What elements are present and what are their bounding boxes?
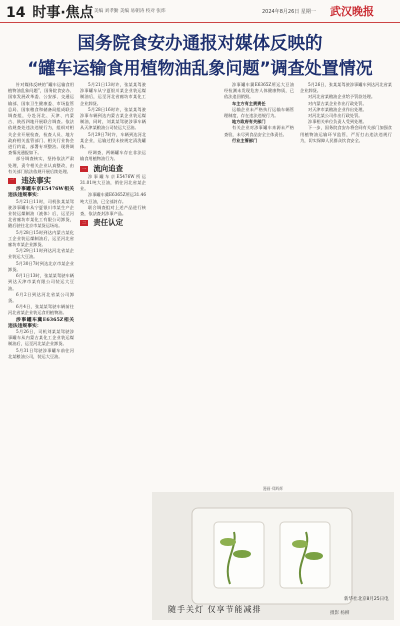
byline-footer: 新华社北京8月25日电 <box>344 597 389 602</box>
paragraph: 涉事罐车京E5476W所运31.01吨大豆油，销往河北省某企业。 <box>80 173 146 192</box>
inline-subhead: 地方政府有关部门 <box>232 119 266 125</box>
inline-subhead: 行业主管部门 <box>232 137 258 143</box>
paragraph: 联合调查组对上述产品进行核查，依法查封涉事产品。 <box>80 204 146 217</box>
paragraph: 6月4日，张某某驾驶车辆前往河北省某企业装运食用植物油。 <box>8 304 74 316</box>
paragraph: 下一步，国务院食安办将会同有关部门加强食用植物油运输环节监管，严厉打击违法违规行为，切实保障人民群众饮食安全。 <box>300 125 392 143</box>
paragraph: 5月30日7时到达北京市某企业卸货。 <box>8 260 74 272</box>
headline-line2: “罐车运输食用植物油乱象问题”调查处置情况 <box>27 59 373 79</box>
issue-date: 2024年8月26日 星期一 <box>262 9 316 15</box>
column-4 <box>224 82 294 144</box>
inline-subhead: 车主方有主责责任 <box>232 100 266 106</box>
column-5 <box>300 82 392 144</box>
lede-paragraph: 针对媒体反映的“罐车运输食用植物油乱象问题”，国务院食安办、国家发展改革委、公安部、交通运输部、国家卫生健康委、市场监管总局、国家粮食和储备局组成联合调查组，分赴河北、天津、内蒙古、陕西四地开展联合调查。依法依规查处违法违规行为，组织对相关企业开展检查，检查人员、地方政府相关监管部门、相关行业协会进行约谈、部署专项整治。现将调查情况通报如下。 <box>8 82 74 156</box>
subhead-2 <box>80 163 146 173</box>
paragraph: 5月21日11时，司机张某某驾驶涉事罐车从宁夏银川市某生产企业装运煤制油（液体）后，运至河北省廊坊市某化工有限公司卸货，随后驶往北京市某货运场站。 <box>8 198 74 229</box>
photo-credit: 摄影 杨柳 <box>330 611 350 616</box>
paragraph: 涉事相关单位负责人受到处理。 <box>308 119 367 125</box>
paragraph: 6月2日到达河北省某公司卸货。 <box>8 291 74 303</box>
subhead-3 <box>80 220 146 226</box>
paragraph: 5月26日，司机刘某某驾驶涉事罐车从内蒙古某化工企业装运煤制油后，运至河北某企业卸货。 <box>8 328 74 347</box>
paragraph: 对天津市某粮油企业作出处理。 <box>308 106 367 112</box>
subhead-tag: 三 <box>82 220 87 226</box>
page-header <box>0 0 400 23</box>
paragraph: 运输企业未严格执行运输车辆管理制度，存在违法违规行为。 <box>224 106 294 119</box>
paragraph: 对河北省某粮油企业给予罚款处理。 <box>308 94 376 100</box>
subhead-tag: 二 <box>82 165 87 171</box>
editors-line: 美编 刘孝勤 美编 易朝涛 校对 张炜 <box>94 9 166 14</box>
subhead-1 <box>8 178 74 184</box>
lede-tail: 部分调查核实，坚持依法严肃处理，责令相关企业认真整改，由有关部门依法依规开展后续处理。 <box>8 156 74 174</box>
paragraph: 5月28日16时许，张某某驾驶涉事车辆到达内蒙古某企业装运煤制油，同时，刘某某驾驶涉事车辆从天津某粮油公司装运大豆油。 <box>80 106 146 131</box>
paragraph: 6月1日13时，张某某驾驶车辆到达天津市某有限公司装运大豆油。 <box>8 273 74 291</box>
subhead-title: 责任认定 <box>93 218 123 228</box>
subhead-tag: 一 <box>10 178 15 184</box>
paragraph: 5月26日，张某某驾驶涉事罐车到达河北省某企业卸货。 <box>300 82 392 94</box>
item2-title: 涉事罐车冀E6365Z相关违法违规事实： <box>8 316 74 329</box>
paragraph: 涉事罐车冀E6365Z所运31.46吨大豆油，已全部封存。 <box>80 192 146 204</box>
item1-title: 涉事罐车京E5476W相关违法违规事实： <box>8 186 74 199</box>
paragraph: 5月21日13时许，张某某驾驶涉事罐车从宁夏银川某企业装运煤制油后，运至河北省廊坊市某化工企业卸货。 <box>80 82 146 106</box>
section-number: 14 <box>6 5 26 21</box>
photo-slogan: 随手关灯 仅享节能减排 <box>168 605 262 614</box>
column-2 <box>80 82 146 228</box>
paragraph: 对内蒙古某企业作出行政处罚。 <box>308 100 367 106</box>
column-1 <box>8 82 74 360</box>
subhead-title: 违法事实 <box>21 176 51 186</box>
subhead-title: 流向追查 <box>93 163 123 173</box>
photo-caption: 漫画·郑辉辉 <box>262 486 284 491</box>
paragraph: 5月29日11时到达河北省某企业装运大豆油。 <box>8 248 74 260</box>
section-name: 时事·焦点 <box>32 5 94 21</box>
paragraph: 涉事罐车冀E6365Z所运大豆油经检测未发现危害人体健康物质，已依法追回销毁。 <box>224 82 294 100</box>
paragraph: 5月29日7时许，车辆到达河北某企业，运输过程未按规定清洗罐体。 <box>80 131 146 150</box>
paragraph: 对河北某公司作出行政处罚。 <box>308 113 363 119</box>
paragraph: 5月28日15时到达内蒙古某化工企业装运煤制油后，运至河北省廊坊市某企业卸货。 <box>8 229 74 248</box>
masthead-logo: 武汉晚报 <box>330 5 374 18</box>
paragraph: 经调查，两辆罐车存在非法运输食用植物油行为。 <box>80 150 146 162</box>
section-title <box>6 2 94 22</box>
paragraph: 有关企业对涉事罐车来源未严格查验，未尽到食品安全主体责任。 <box>224 125 294 137</box>
headline-line1: 国务院食安办通报对媒体反映的 <box>77 34 323 54</box>
paragraph: 5月31日驾驶涉事罐车前往河北某粮油公司，装运大豆油。 <box>8 347 74 359</box>
